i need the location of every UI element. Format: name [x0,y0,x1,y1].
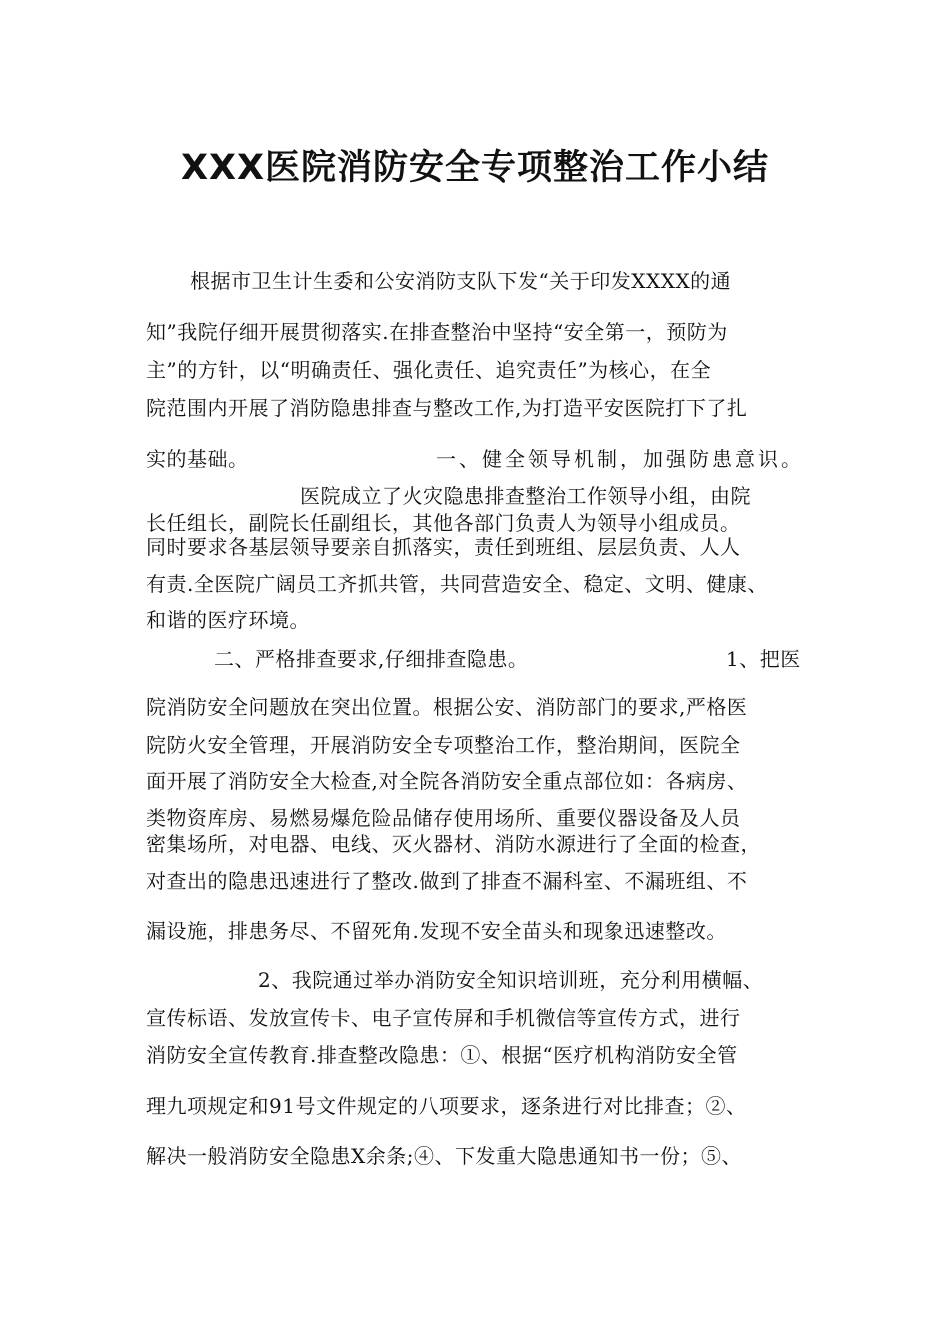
section-heading-1: 一、健全领导机制，加强防患意识。 [436,447,804,471]
paragraph-line: 解决一般消防安全隐患X余条;④、下发重大隐患通知书一份；⑤、 [146,1144,742,1168]
paragraph-line: 同时要求各基层领导要亲自抓落实，责任到班组、层层负责、人人 [146,535,741,559]
paragraph-line: 面开展了消防安全大检查,对全院各消防安全重点部位如：各病房、 [146,769,748,793]
paragraph-line: 院防火安全管理，开展消防安全专项整治工作，整治期间，医院全 [146,733,741,757]
paragraph-line: 医院成立了火灾隐患排查整治工作领导小组，由院 [300,484,751,508]
paragraph-line: 漏设施，排患务尽、不留死角.发现不安全苗头和现象迅速整改。 [146,919,727,943]
document-title: XXX医院消防安全专项整治工作小结 [181,148,769,188]
paragraph-line: 知”我院仔细开展贯彻落实.在排查整治中坚持“安全第一，预防为 [146,320,728,344]
paragraph-line: 主”的方针，以“明确责任、强化责任、追究责任”为核心，在全 [146,358,712,382]
paragraph-line: 根据市卫生计生委和公安消防支队下发“关于印发XXXX的通 [190,269,732,293]
paragraph-line: 院消防安全问题放在突出位置。根据公安、消防部门的要求,严格医 [146,695,748,719]
paragraph-line: 院范围内开展了消防隐患排查与整改工作,为打造平安医院打下了扎 [146,396,748,420]
paragraph-line: 有责.全医院广阔员工齐抓共管，共同营造安全、稳定、文明、健康、 [146,572,768,596]
paragraph-line: 2、我院通过举办消防安全知识培训班，充分利用横幅、 [258,968,764,992]
paragraph-line: 理九项规定和91号文件规定的八项要求，逐条进行对比排查；②、 [146,1094,747,1118]
paragraph-line: 宣传标语、发放宣传卡、电子宣传屏和手机微信等宣传方式，进行 [146,1006,741,1030]
section-heading-2: 二、严格排查要求,仔细排查隐患。 [214,647,529,671]
paragraph-line: 长任组长，副院长任副组长，其他各部门负责人为领导小组成员。 [146,511,741,535]
paragraph-line: 对查出的隐患迅速进行了整改.做到了排查不漏科室、不漏班组、不 [146,869,748,893]
paragraph-line: 1、把医 [726,647,801,671]
paragraph-line: 和谐的医疗环境。 [146,608,310,632]
paragraph-line: 类物资库房、易燃易爆危险品储存使用场所、重要仪器设备及人员 [146,806,741,830]
paragraph-line: 消防安全宣传教育.排查整改隐患：①、根据“医疗机构消防安全管 [146,1043,738,1067]
paragraph-line: 实的基础。 [146,447,249,471]
paragraph-line: 密集场所，对电器、电线、灭火器材、消防水源进行了全面的检查， [146,832,761,856]
